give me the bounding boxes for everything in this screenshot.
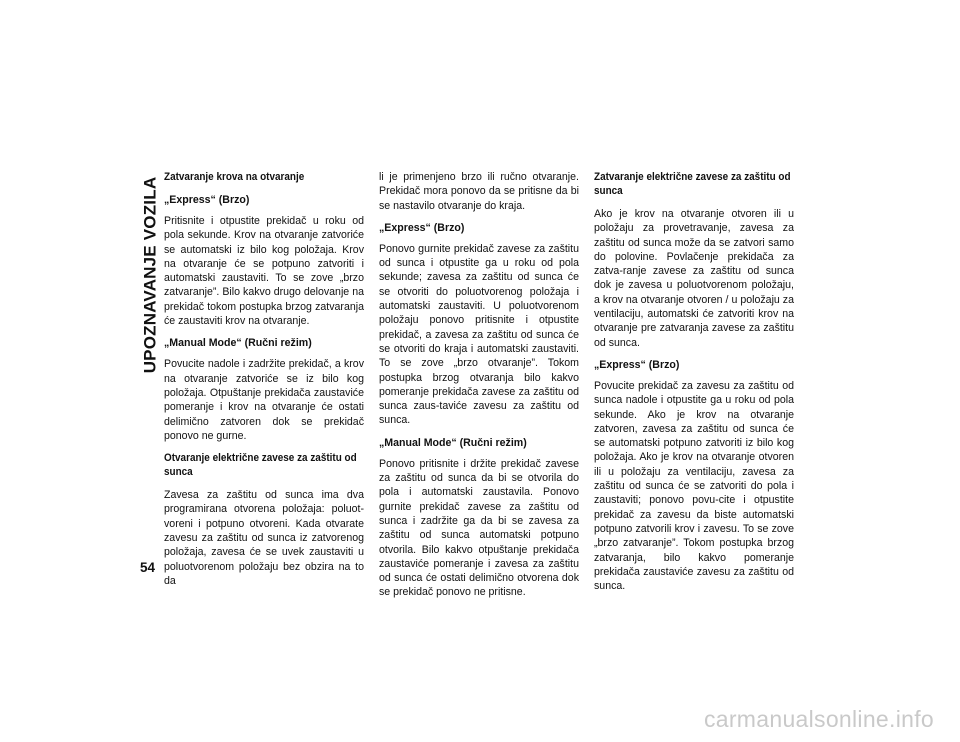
subheading-express: „Express“ (Brzo) <box>379 221 465 234</box>
watermark: carmanualsonline.info <box>703 706 934 732</box>
page-number: 54 <box>140 560 156 575</box>
paragraph: li je primenjeno brzo ili ručno otvaranje. Prekidač mora ponovo da se pritisne da bi se nastavilo otvaranje do kraja. <box>379 171 579 212</box>
column-1 <box>164 170 364 596</box>
paragraph: Ako je krov na otvaranje otvoren ili u položaju za provetravanje, zavesa za zaštitu od sunca može da se zatvori samo do polovine. Povlačenje prekidača za zatva-ranje zavese za zaštitu od sunca dok je zavesa u poluotvorenom položaju, a krov na otvaranje otvoren / u položaju za ventilaciju, automatski će zatvoriti krov na otvaranje pre zatvaranja zavese za zaštitu od sunca. <box>594 208 794 349</box>
heading-sunshade-opening: Otvaranje električne zavese za zaštitu od sunca <box>164 452 357 479</box>
heading-sunshade-closing: Zatvaranje električne zavese za zaštitu od sunca <box>594 171 791 197</box>
paragraph: Pritisnite i otpustite prekidač u roku od pola sekunde. Krov na otvaranje zatvoriće se automatski iz bilo kog položaja. Krov na otvaranje će se potpuno zatvoriti i automatski zaustaviti. To se zove „brzo zatvaranje”. Bilo kakvo drugo delovanje na prekidač tokom postupka brzog zatvaranja će zaustaviti krov na otvaranje. <box>164 215 364 328</box>
heading-sunroof-closing: Zatvaranje krova na otvaranje <box>164 171 305 183</box>
column-3 <box>594 170 794 601</box>
subheading-express: „Express“ (Brzo) <box>164 194 250 206</box>
subheading-manual-mode: „Manual Mode“ (Ručni režim) <box>379 436 527 449</box>
section-title-text: UPOZNAVANJE VOZILA <box>140 176 159 374</box>
paragraph: Povucite prekidač za zavesu za zaštitu od sunca nadole i otpustite ga u roku od pola sekunde. Ako je krov na otvaranje zatvoren, zavesa za zaštitu od sunca će se automatski potpuno zatvoriti iz bilo kog položaja. Ako je krov na otvaranje otvoren ili u položaju za ventilaciju, zavesa za zaštitu od sunca će se zatvoriti do pola i zaustaviti; ponovo povu-cite i otpustite prekidač za zavesu da biste automatski potpuno zatvorili krov i zavesu. To se zove „brzo zatvaranje”. Tokom postupka brzog zatvaranja, bilo kakvo pomeranje prekidača zaustaviće zavesu za zaštitu od sunca. <box>594 379 794 593</box>
paragraph: Ponovo gurnite prekidač zavese za zaštitu od sunca i otpustite ga u roku od pola sekunde; zavesa za zaštitu od sunca će se otvoriti do poluotvorenog položaja i automatski zaustaviti. U poluotvorenom položaju ponovo pritisnite i otpustite prekidač, a zavesa za zaštitu od sunca će se otvoriti do kraja i automatski zaustaviti. To se zove „brzo otvaranje”. Tokom postupka brzog otvaranja bilo kakvo pomeranje prekidača zavese za zaštitu od sunca zaus-taviće zavesu za zaštitu od sunca. <box>379 242 579 427</box>
paragraph: Ponovo pritisnite i držite prekidač zavese za zaštitu od sunca da bi se otvorila do pola i automatski zaustavila. Ponovo gurnite prekidač zavese za zaštitu od sunca i zadržite ga da bi se zavesa za zaštitu od sunca automatski potpuno otvorila. Bilo kakvo otpuštanje prekidača zaustaviće pomeranje i zavesa za zaštitu od sunca će ostati delimično otvorena dok se prekidač ponovo ne pritisne. <box>379 457 579 599</box>
subheading-manual-mode: „Manual Mode“ (Ručni režim) <box>164 337 312 350</box>
paragraph: Zavesa za zaštitu od sunca ima dva programirana otvorena položaja: poluot-voreni i potpuno otvoreni. Kada otvarate zavesu za zaštitu od sunca iz zatvorenog položaja, zavesa će se uvek zaustaviti u poluotvorenom položaju bez obzira na to da <box>164 489 364 587</box>
subheading-express: „Express“ (Brzo) <box>594 358 680 371</box>
section-title <box>138 160 162 390</box>
paragraph: Povucite nadole i zadržite prekidač, a krov na otvaranje zatvoriće se iz bilo kog položaja. Otpuštanje prekidača zaustaviće pomeranje i krov na otvaranje će ostati delimično zatvoren dok se prekidač ponovo ne gurne. <box>164 358 364 442</box>
column-2 <box>379 170 579 608</box>
